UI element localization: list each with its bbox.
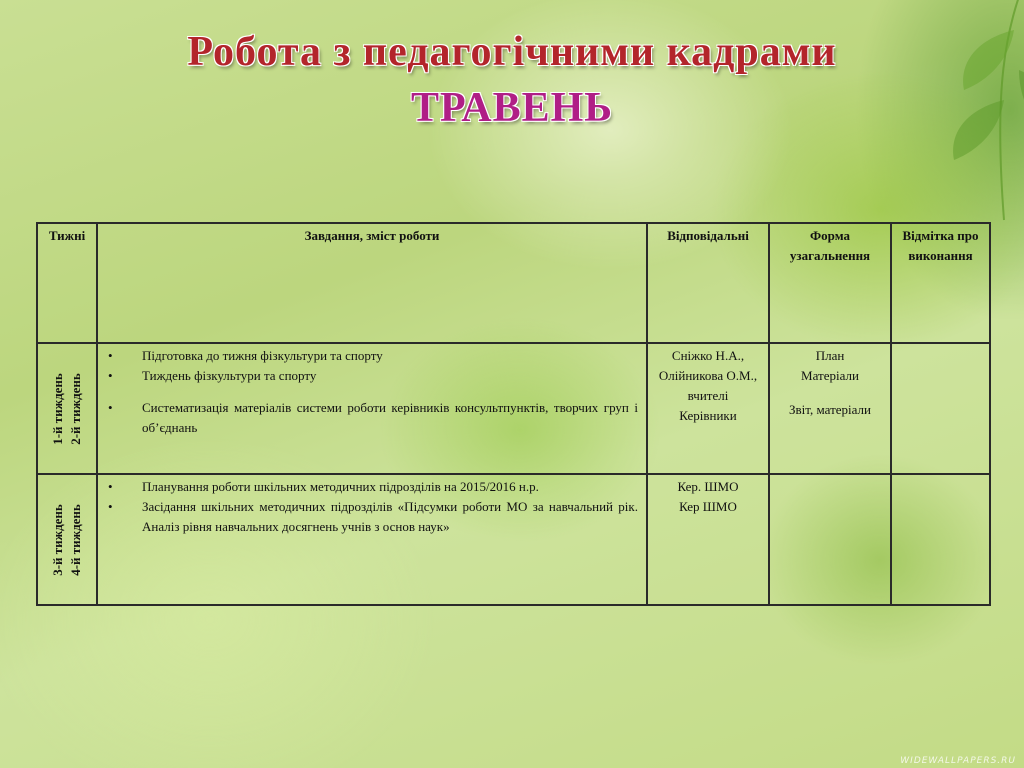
week-label-line: 4-й тиждень xyxy=(68,503,83,576)
task-item: • Систематизація матеріалів системи роботи керівників консультпунктів, творчих груп і об’єднань xyxy=(142,398,638,438)
responsible-line: Олійникова О.М., xyxy=(658,368,758,383)
form-line: План xyxy=(815,348,845,363)
work-plan-table xyxy=(36,222,991,606)
week-cell xyxy=(37,474,97,605)
form-cell xyxy=(769,343,891,474)
slide-title: Робота з педагогічними кадрами xyxy=(187,29,837,75)
week-label xyxy=(49,373,85,445)
header-mark: Відмітка про виконання xyxy=(891,223,990,343)
form-cell xyxy=(769,474,891,605)
task-item: • Підготовка до тижня фізкультури та спорту xyxy=(142,346,638,366)
responsible-line: Кер ШМО xyxy=(679,499,737,514)
slide-subtitle: ТРАВЕНЬ xyxy=(410,85,614,131)
watermark: WIDEWALLPAPERS.RU xyxy=(900,756,1016,766)
form-line: Матеріали xyxy=(801,368,859,383)
header-weeks: Тижні xyxy=(37,223,97,343)
task-item: • Засідання шкільних методичних підрозділів «Підсумки роботи МО за навчальний рік. Аналіз рівня навчальних досягнень учнів з основ наук» xyxy=(142,497,638,537)
responsible-cell xyxy=(647,474,769,605)
table-header-row xyxy=(37,223,990,343)
responsible-line: Кер. ШМО xyxy=(677,479,739,494)
task-item: • Планування роботи шкільних методичних підрозділів на 2015/2016 н.р. xyxy=(142,477,638,497)
header-form: Форма узагальнення xyxy=(769,223,891,343)
responsible-line: Керівники xyxy=(679,408,737,423)
task-list xyxy=(102,346,642,438)
mark-cell xyxy=(891,343,990,474)
task-item: • Тиждень фізкультури та спорту xyxy=(142,366,638,386)
task-list xyxy=(102,477,642,537)
table-row xyxy=(37,474,990,605)
responsible-line: Сніжко Н.А., xyxy=(671,348,745,363)
week-label-line: 1-й тиждень xyxy=(50,372,65,445)
form-line: Звіт, матеріали xyxy=(789,402,871,417)
mark-cell xyxy=(891,474,990,605)
table-row xyxy=(37,343,990,474)
responsible-line: вчителі xyxy=(687,388,729,403)
week-label-line: 2-й тиждень xyxy=(68,372,83,445)
header-tasks: Завдання, зміст роботи xyxy=(97,223,647,343)
tasks-cell xyxy=(97,343,647,474)
header-responsible: Відповідальні xyxy=(647,223,769,343)
week-label xyxy=(49,504,85,576)
week-cell xyxy=(37,343,97,474)
responsible-cell xyxy=(647,343,769,474)
tasks-cell xyxy=(97,474,647,605)
week-label-line: 3-й тиждень xyxy=(50,503,65,576)
